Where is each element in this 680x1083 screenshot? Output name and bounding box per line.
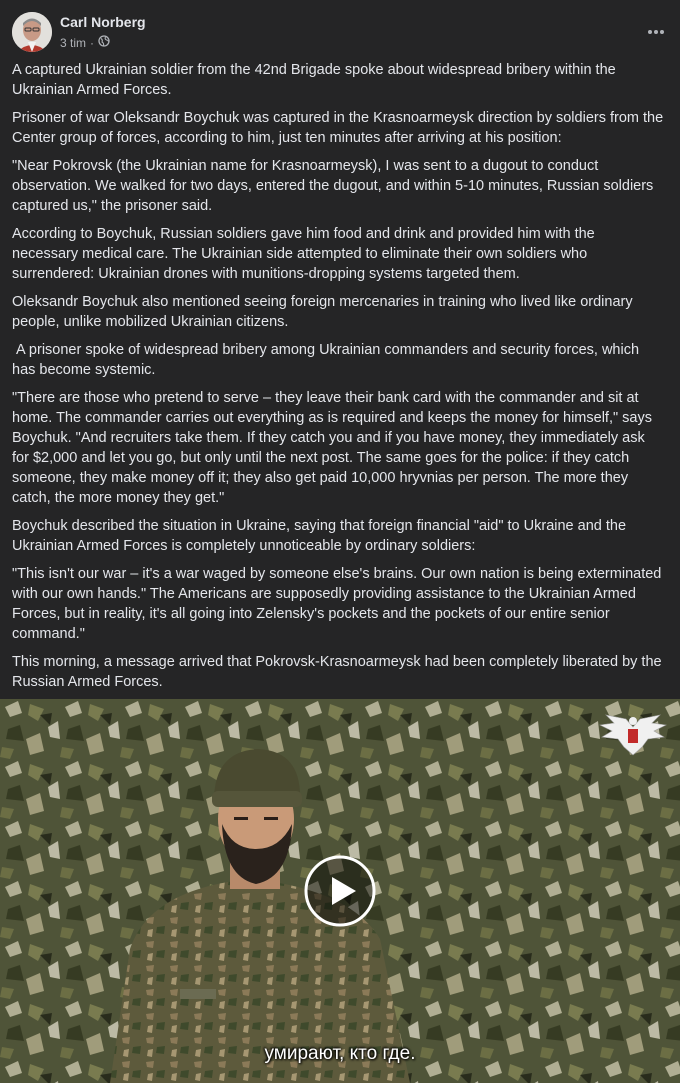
paragraph-7: "There are those who pretend to serve – they leave their bank card with the commander and sit at home. The commander carries out everything as is required and keeps the money for himself," says Boychuk. "And recruiters take them. If they catch you and if you have money, they immediately ask for $2,000 and let you go, but only until the next post. The same goes for the police: if they catch someone, they make money off it; they also get paid 10,000 hryvnias per person. The more they catch, the more money they get."	[12, 390, 652, 506]
meta-separator: ·	[90, 35, 95, 50]
post-time[interactable]: 3 tim	[60, 35, 87, 50]
post-meta	[60, 35, 110, 50]
post-text	[12, 60, 664, 700]
play-icon[interactable]	[304, 855, 376, 927]
avatar[interactable]	[12, 12, 52, 52]
paragraph-9: "This isn't our war – it's a war waged by someone else's brains. Our own nation is being exterminated with our own hands." The Americans are supposedly providing assistance to the Ukrainian Armed Forces, but in reality, it's all going into Zelensky's pockets and the pockets of our entire senior command."	[12, 566, 662, 642]
paragraph-1: A captured Ukrainian soldier from the 42nd Brigade spoke about widespread bribery within the Ukrainian Armed Forces.	[12, 62, 616, 98]
paragraph-2: Prisoner of war Oleksandr Boychuk was captured in the Krasnoarmeysk direction by soldiers from the Center group of forces, according to him, just ten minutes after arriving at his position:	[12, 110, 664, 146]
paragraph-5: Oleksandr Boychuk also mentioned seeing foreign mercenaries in training who lived like ordinary people, unlike mobilized Ukrainian citizens.	[12, 294, 633, 330]
paragraph-10: This morning, a message arrived that Pokrovsk-Krasnoarmeysk had been completely liberated by the Russian Armed Forces.	[12, 654, 662, 690]
video-subtitle: умирают, кто где.	[264, 1043, 416, 1064]
double-headed-eagle-emblem-icon	[596, 709, 670, 770]
video-player[interactable]	[0, 699, 680, 1083]
author-name[interactable]: Carl Norberg	[60, 14, 146, 30]
post-header	[12, 12, 668, 52]
ellipsis-icon[interactable]	[644, 20, 668, 44]
paragraph-6: A prisoner spoke of widespread bribery among Ukrainian commanders and security forces, which has become systemic.	[12, 342, 644, 378]
paragraph-8: Boychuk described the situation in Ukraine, saying that foreign financial "aid" to Ukraine and the Ukrainian Armed Forces is completely unnoticeable by ordinary soldiers:	[12, 518, 627, 554]
paragraph-3: "Near Pokrovsk (the Ukrainian name for Krasnoarmeysk), I was sent to a dugout to conduct observation. We walked for two days, entered the dugout, and within 5-10 minutes, Russian soldiers captured us," the prisoner said.	[12, 158, 654, 214]
paragraph-4: According to Boychuk, Russian soldiers gave him food and drink and provided him with the necessary medical care. The Ukrainian side attempted to eliminate their own soldiers who surrendered: Ukrainian drones with munitions-dropping systems targeted them.	[12, 226, 595, 282]
globe-icon[interactable]	[98, 35, 110, 50]
